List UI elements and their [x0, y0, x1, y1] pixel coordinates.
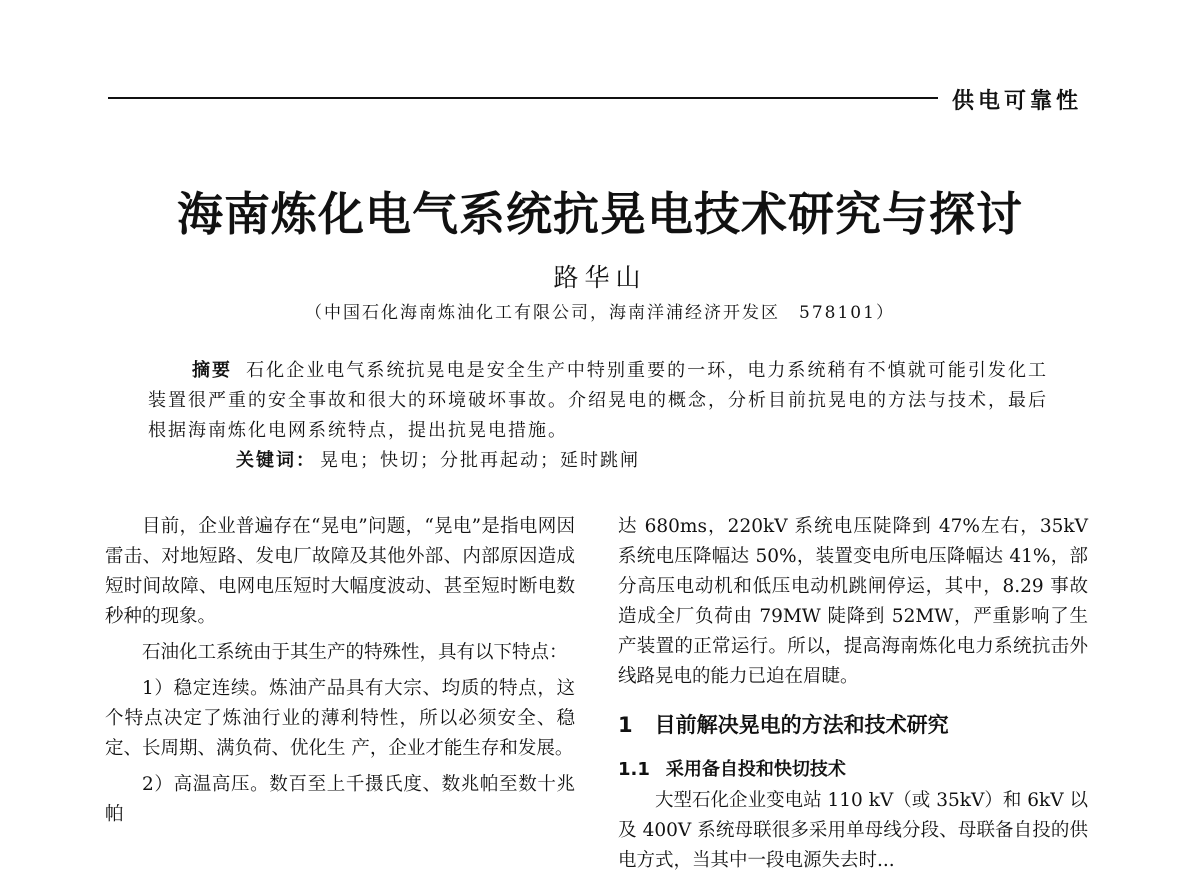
section-heading [618, 710, 1088, 740]
section-number: 1 [618, 713, 633, 737]
body-paragraph: 石油化工系统由于其生产的特殊性，具有以下特点： [142, 642, 568, 663]
keywords-label: 关键词： [236, 450, 316, 471]
subsection-number: 1.1 [618, 759, 650, 780]
body-paragraph: 大型石化企业变电站 110 kV（或 35kV）和 6kV 以及 400V 系统母联很多采用单母线分段、母联备自投的供电方式，当其中一段电源失去时... [618, 790, 1088, 871]
subsection-heading [618, 754, 1088, 786]
article-author: 路华山 [553, 263, 647, 292]
subsection-title: 采用备自投和快切技术 [665, 759, 846, 780]
body-paragraph: 2）高温高压。数百至上千摄氏度、数兆帕至数十兆帕 [105, 774, 575, 825]
abstract-paragraph [148, 356, 1048, 446]
section-title: 目前解决晃电的方法和技术研究 [654, 713, 949, 737]
abstract-block [148, 356, 1048, 476]
keywords-line [148, 446, 1048, 476]
left-column [105, 512, 575, 836]
abstract-label: 摘要 [192, 360, 233, 381]
body-paragraph: 目前，企业普遍存在“晃电”问题，“晃电”是指电网因雷击、对地短路、发电厂故障及其他外部、内部原因造成短时间故障、电网电压短时大幅度波动、甚至短时断电数秒种的现象。 [105, 516, 575, 627]
body-paragraph: 1）稳定连续。炼油产品具有大宗、均质的特点，这个特点决定了炼油行业的薄利特性，所以必须安全、稳定、长周期、满负荷、优化生 产，企业才能生存和发展。 [105, 678, 575, 759]
right-column [618, 512, 1088, 882]
body-paragraph: 达 680ms，220kV 系统电压陡降到 47%左右，35kV 系统电压降幅达 50%，装置变电所电压降幅达 41%，部分高压电动机和低压电动机跳闸停运，其中，8.29 事故造成全厂负荷由 79MW 陡降到 52MW，严重影响了生产装置的正常运行。所以，提高海南炼化电力系统抗击外线路晃电的能力已迫在眉睫。 [618, 516, 1088, 687]
article-title: 海南炼化电气系统抗晃电技术研究与探讨 [177, 187, 1023, 241]
keywords-text: 晃电；快切；分批再起动；延时跳闸 [320, 450, 640, 471]
header-rule [108, 97, 938, 99]
running-header-section: 供电可靠性 [952, 89, 1083, 114]
abstract-text: 石化企业电气系统抗晃电是安全生产中特别重要的一环，电力系统稍有不慎就可能引发化工装置很严重的安全事故和很大的环境破坏事故。介绍晃电的概念，分析目前抗晃电的方法与技术，最后根据海南炼化电网系统特点，提出抗晃电措施。 [148, 360, 1049, 441]
article-affiliation: （中国石化海南炼油化工有限公司，海南洋浦经济开发区 578101） [305, 303, 895, 323]
